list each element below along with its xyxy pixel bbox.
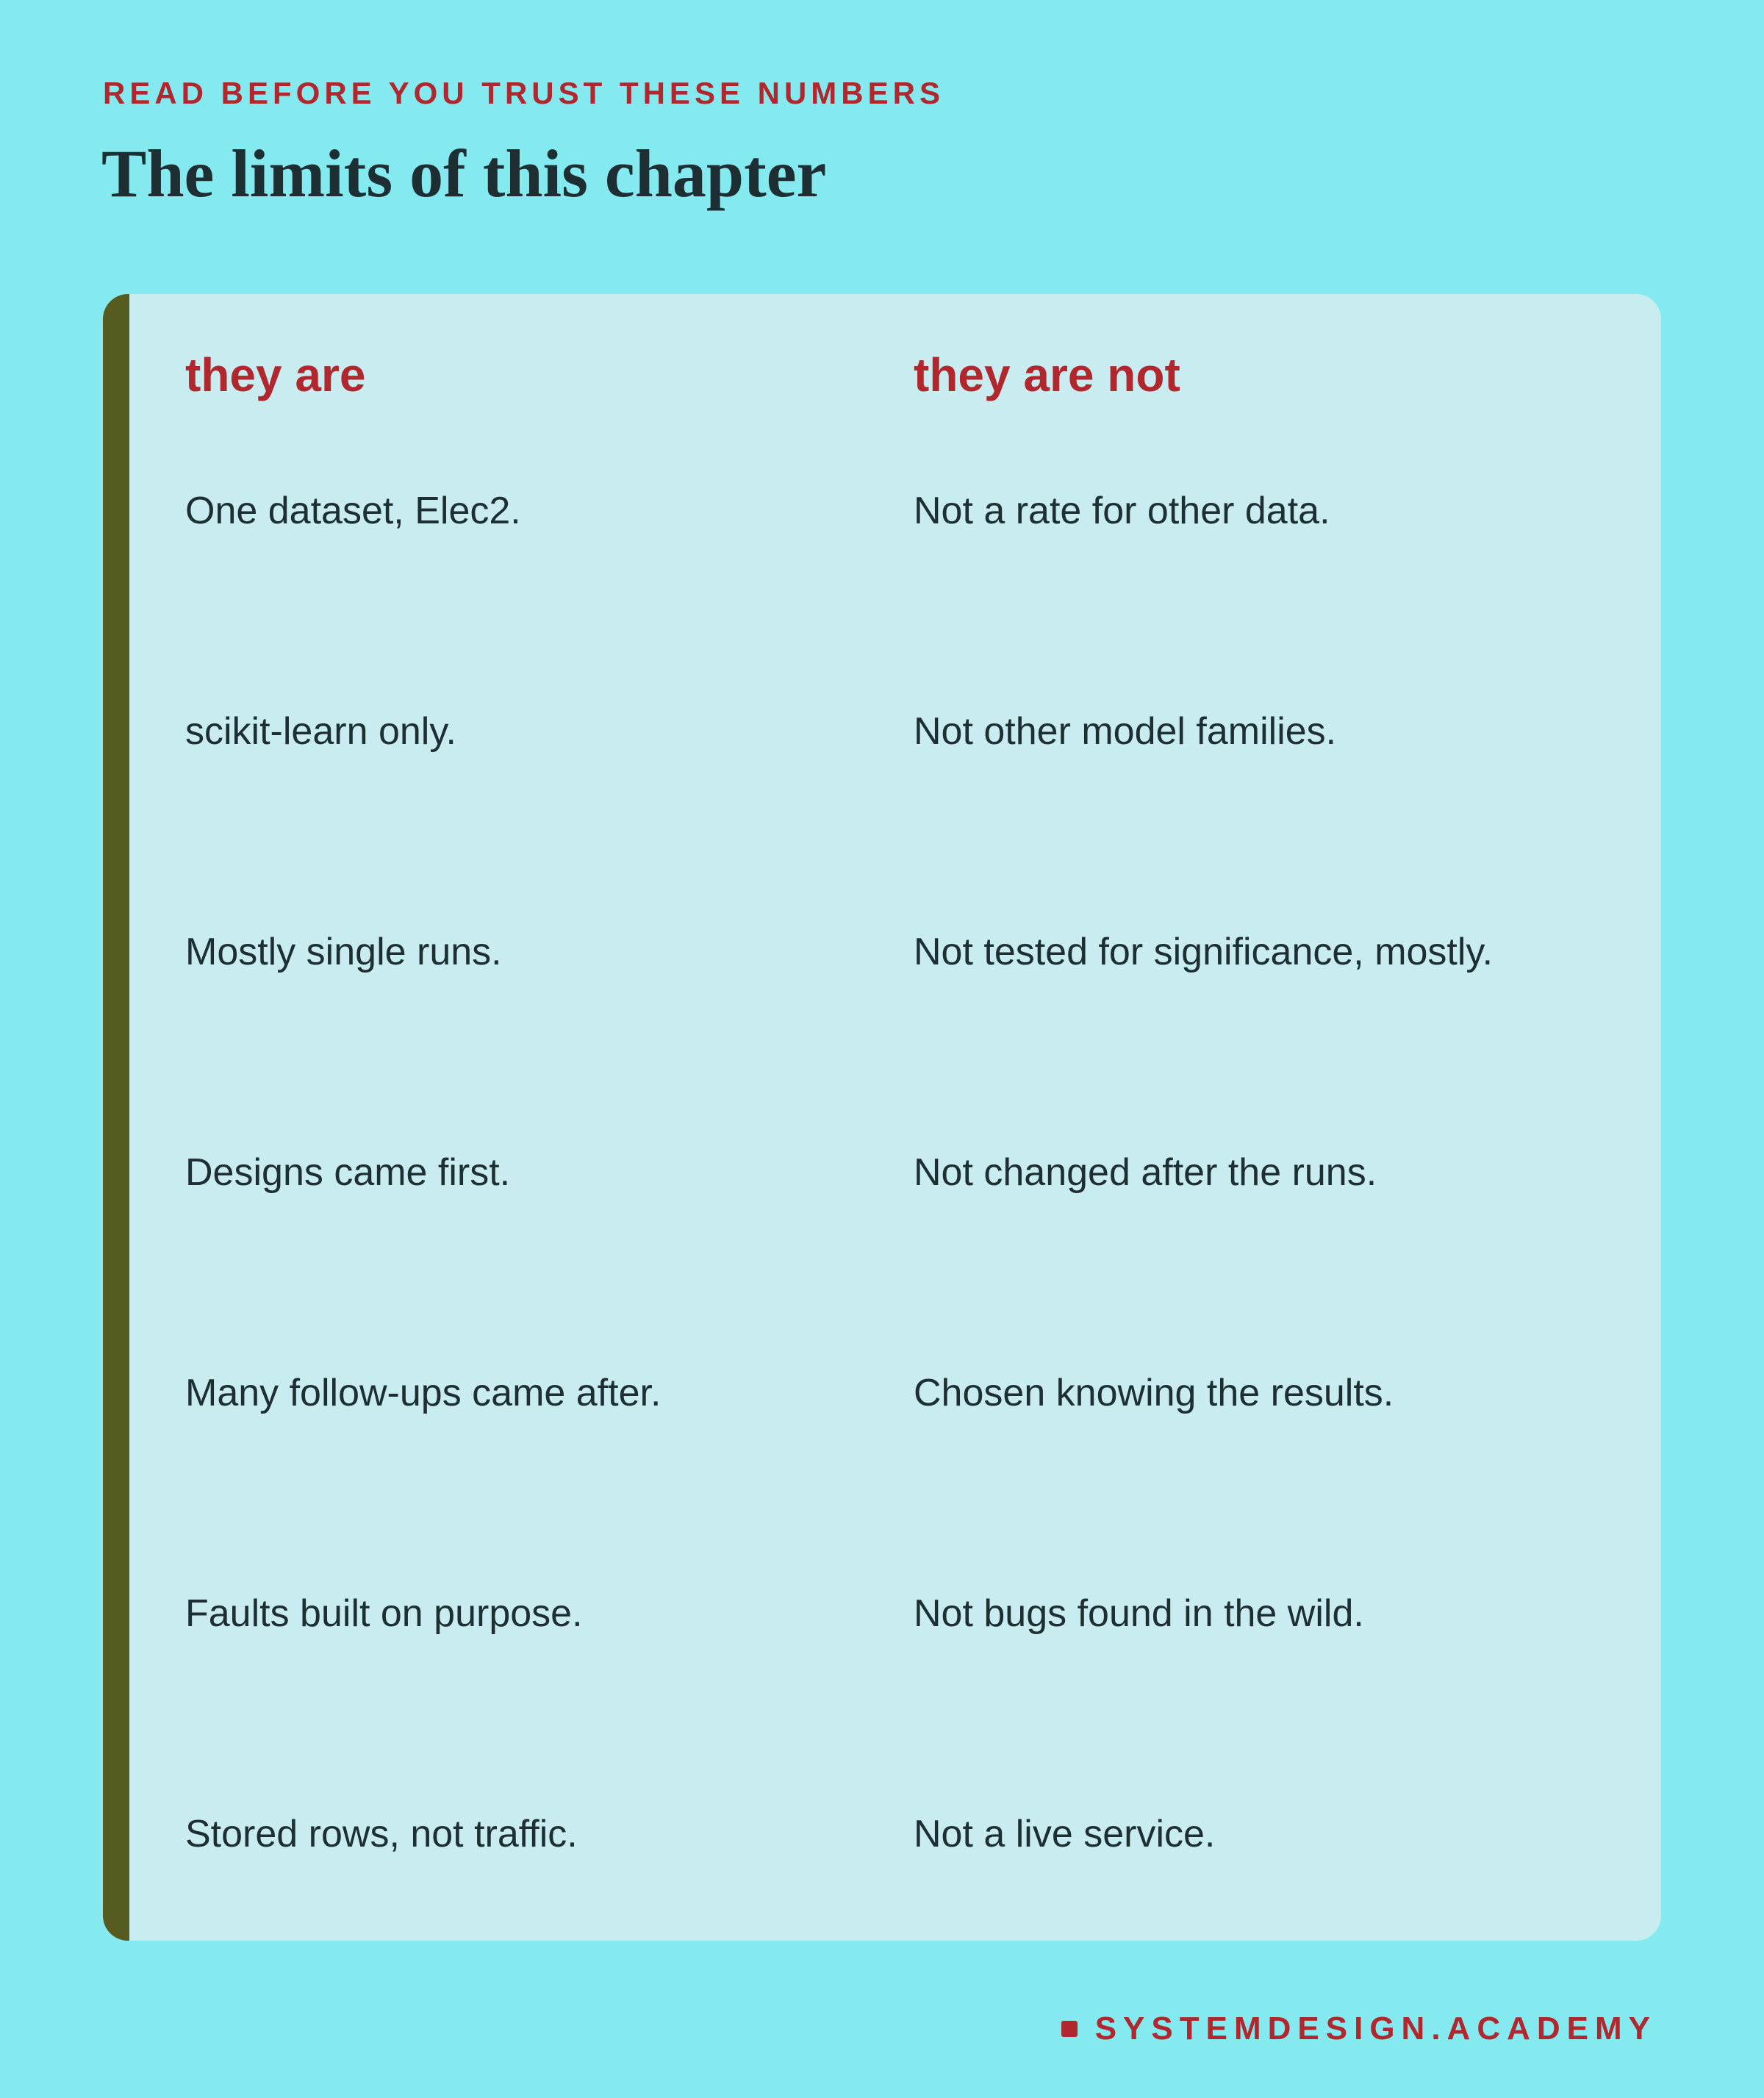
table-row xyxy=(103,925,1661,1145)
column-header-they-are-not: they are not xyxy=(914,348,1180,401)
table-row xyxy=(103,704,1661,925)
brand-name: SYSTEMDESIGN.ACADEMY xyxy=(1094,2011,1657,2047)
they-are-cell: Faults built on purpose. xyxy=(185,1592,583,1635)
eyebrow-label: READ BEFORE YOU TRUST THESE NUMBERS xyxy=(103,76,944,110)
comparison-card xyxy=(103,294,1661,1941)
they-are-not-cell: Not bugs found in the wild. xyxy=(914,1592,1364,1635)
page-title: The limits of this chapter xyxy=(101,136,827,211)
table-row xyxy=(103,1807,1661,1941)
they-are-cell: One dataset, Elec2. xyxy=(185,490,521,532)
table-row xyxy=(103,1586,1661,1807)
table-row xyxy=(103,484,1661,704)
they-are-cell: Mostly single runs. xyxy=(185,931,502,973)
they-are-cell: Stored rows, not traffic. xyxy=(185,1813,578,1855)
they-are-not-cell: Not a live service. xyxy=(914,1813,1216,1855)
they-are-cell: Designs came first. xyxy=(185,1151,511,1194)
they-are-cell: Many follow-ups came after. xyxy=(185,1372,662,1414)
they-are-not-cell: Chosen knowing the results. xyxy=(914,1372,1394,1414)
they-are-not-cell: Not a rate for other data. xyxy=(914,490,1330,532)
they-are-not-cell: Not other model families. xyxy=(914,710,1337,753)
column-header-they-are: they are xyxy=(185,348,366,401)
square-bullet-icon xyxy=(1061,2021,1078,2037)
they-are-cell: scikit-learn only. xyxy=(185,710,456,753)
footer-brand xyxy=(1061,2013,1657,2045)
table-row xyxy=(103,1145,1661,1366)
table-row xyxy=(103,1366,1661,1586)
they-are-not-cell: Not changed after the runs. xyxy=(914,1151,1377,1194)
they-are-not-cell: Not tested for significance, mostly. xyxy=(914,931,1494,973)
